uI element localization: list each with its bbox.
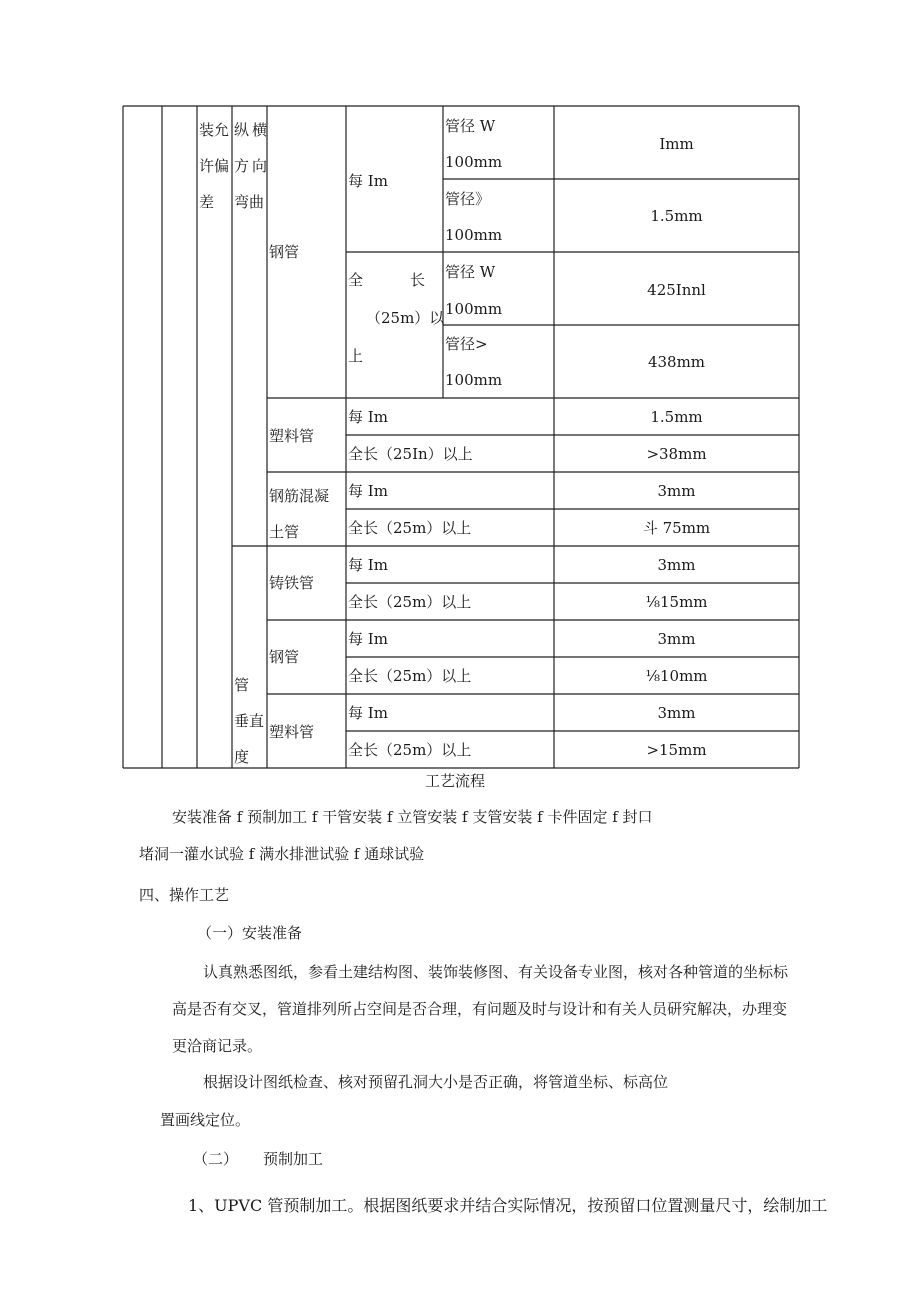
steel-per-m-label: 每 Im — [348, 172, 388, 190]
steel-row2-diam: 管径》 — [445, 190, 491, 208]
concrete-pipe-label-1: 钢筋混凝 — [269, 487, 330, 505]
concrete-row2-value: 斗 75mm — [642, 519, 711, 537]
subsection-heading-1: （一）安装准备 — [197, 924, 303, 942]
cast-iron-row1-key: 每 Im — [348, 556, 388, 574]
concrete-row1-key: 每 Im — [348, 482, 388, 500]
steel2-row1-key: 每 Im — [348, 630, 388, 648]
steel2-row2-key: 全长（25m）以上 — [348, 667, 472, 685]
steel-row4-value: 438mm — [647, 353, 706, 371]
deviation-label-line1: 装允 — [199, 121, 230, 139]
subsection-heading-2-number: （二） — [193, 1150, 239, 1168]
steel-row3-value: 425Innl — [647, 281, 706, 299]
steel-full-len-4: 上 — [348, 347, 364, 365]
subsection-heading-2-title: 预制加工 — [263, 1150, 324, 1168]
plastic-row1-key: 每 Im — [348, 408, 388, 426]
plastic-pipe-2-label: 塑料管 — [269, 723, 315, 741]
bend-label-line1: 纵横 — [234, 121, 271, 139]
steel-pipe-2-label: 钢管 — [269, 648, 300, 666]
paragraph-3-line1: 1、UPVC 管预制加工。根据图纸要求并结合实际情况，按预留口位置测量尺寸，绘制加工 — [188, 1196, 828, 1215]
bend-label-line3: 弯曲 — [234, 193, 265, 211]
cast-iron-row2-key: 全长（25m）以上 — [348, 593, 472, 611]
vertical-label-line2: 垂直 — [234, 712, 265, 730]
paragraph-2-line1: 根据设计图纸检查、核对预留孔洞大小是否正确，将管道坐标、标高位 — [203, 1073, 669, 1091]
plastic2-row2-key: 全长（25m）以上 — [348, 741, 472, 759]
steel-row1-size: 100mm — [445, 153, 503, 171]
process-flow-line1: 安装准备 f 预制加工 f 干管安装 f 立管安装 f 支管安装 f 卡件固定 f 封口 — [172, 808, 653, 826]
bend-label-line2: 方向 — [234, 157, 271, 175]
steel-row1-value: Imm — [659, 135, 694, 153]
vertical-label-line1: 管 — [234, 676, 250, 694]
concrete-row1-value: 3mm — [657, 482, 696, 500]
plastic-row1-value: 1.5mm — [650, 408, 703, 426]
steel2-row1-value: 3mm — [657, 630, 696, 648]
paragraph-1-line1: 认真熟悉图纸，参看土建结构图、装饰装修图、有关设备专业图，核对各种管道的坐标标 — [203, 963, 789, 981]
steel-full-len-3: （25m）以 — [366, 309, 445, 327]
steel-row4-size: 100mm — [445, 371, 503, 389]
concrete-row2-key: 全长（25m）以上 — [348, 519, 472, 537]
steel-row4-diam: 管径> — [445, 335, 488, 353]
deviation-label-line2: 许偏 — [199, 157, 230, 175]
steel-full-len-1: 全 — [348, 271, 364, 289]
process-flow-line2: 堵洞一灌水试验 f 满水排泄试验 f 通球试验 — [139, 845, 425, 863]
cast-iron-row2-value: ⅛15mm — [645, 593, 708, 611]
plastic2-row1-key: 每 Im — [348, 704, 388, 722]
steel-row3-size: 100mm — [445, 300, 503, 318]
plastic2-row2-value: >15mm — [646, 741, 707, 759]
steel-pipe-label: 钢管 — [269, 243, 300, 261]
cast-iron-row1-value: 3mm — [657, 556, 696, 574]
steel2-row2-value: ⅛10mm — [645, 667, 708, 685]
cast-iron-pipe-label: 铸铁管 — [269, 574, 315, 592]
steel-row1-diam: 管径 W — [445, 117, 496, 135]
section-heading-4: 四、操作工艺 — [139, 886, 230, 904]
concrete-pipe-label-2: 土管 — [269, 523, 300, 541]
steel-row2-value: 1.5mm — [650, 207, 703, 225]
plastic2-row1-value: 3mm — [657, 704, 696, 722]
plastic-pipe-label: 塑料管 — [269, 427, 315, 445]
paragraph-2-line2: 置画线定位。 — [160, 1111, 251, 1129]
paragraph-1-line2: 高是否有交叉，管道排列所占空间是否合理，有问题及时与设计和有关人员研究解决，办理变 — [172, 1000, 788, 1018]
plastic-row2-key: 全长（25In）以上 — [348, 445, 473, 463]
process-title: 工艺流程 — [425, 772, 486, 790]
steel-row3-diam: 管径 W — [445, 263, 496, 281]
steel-row2-size: 100mm — [445, 226, 503, 244]
vertical-label-line3: 度 — [234, 748, 250, 766]
paragraph-1-line3: 更洽商记录。 — [172, 1037, 263, 1055]
plastic-row2-value: >38mm — [646, 445, 707, 463]
deviation-label-line3: 差 — [199, 193, 215, 211]
steel-full-len-2: 长 — [410, 271, 426, 289]
